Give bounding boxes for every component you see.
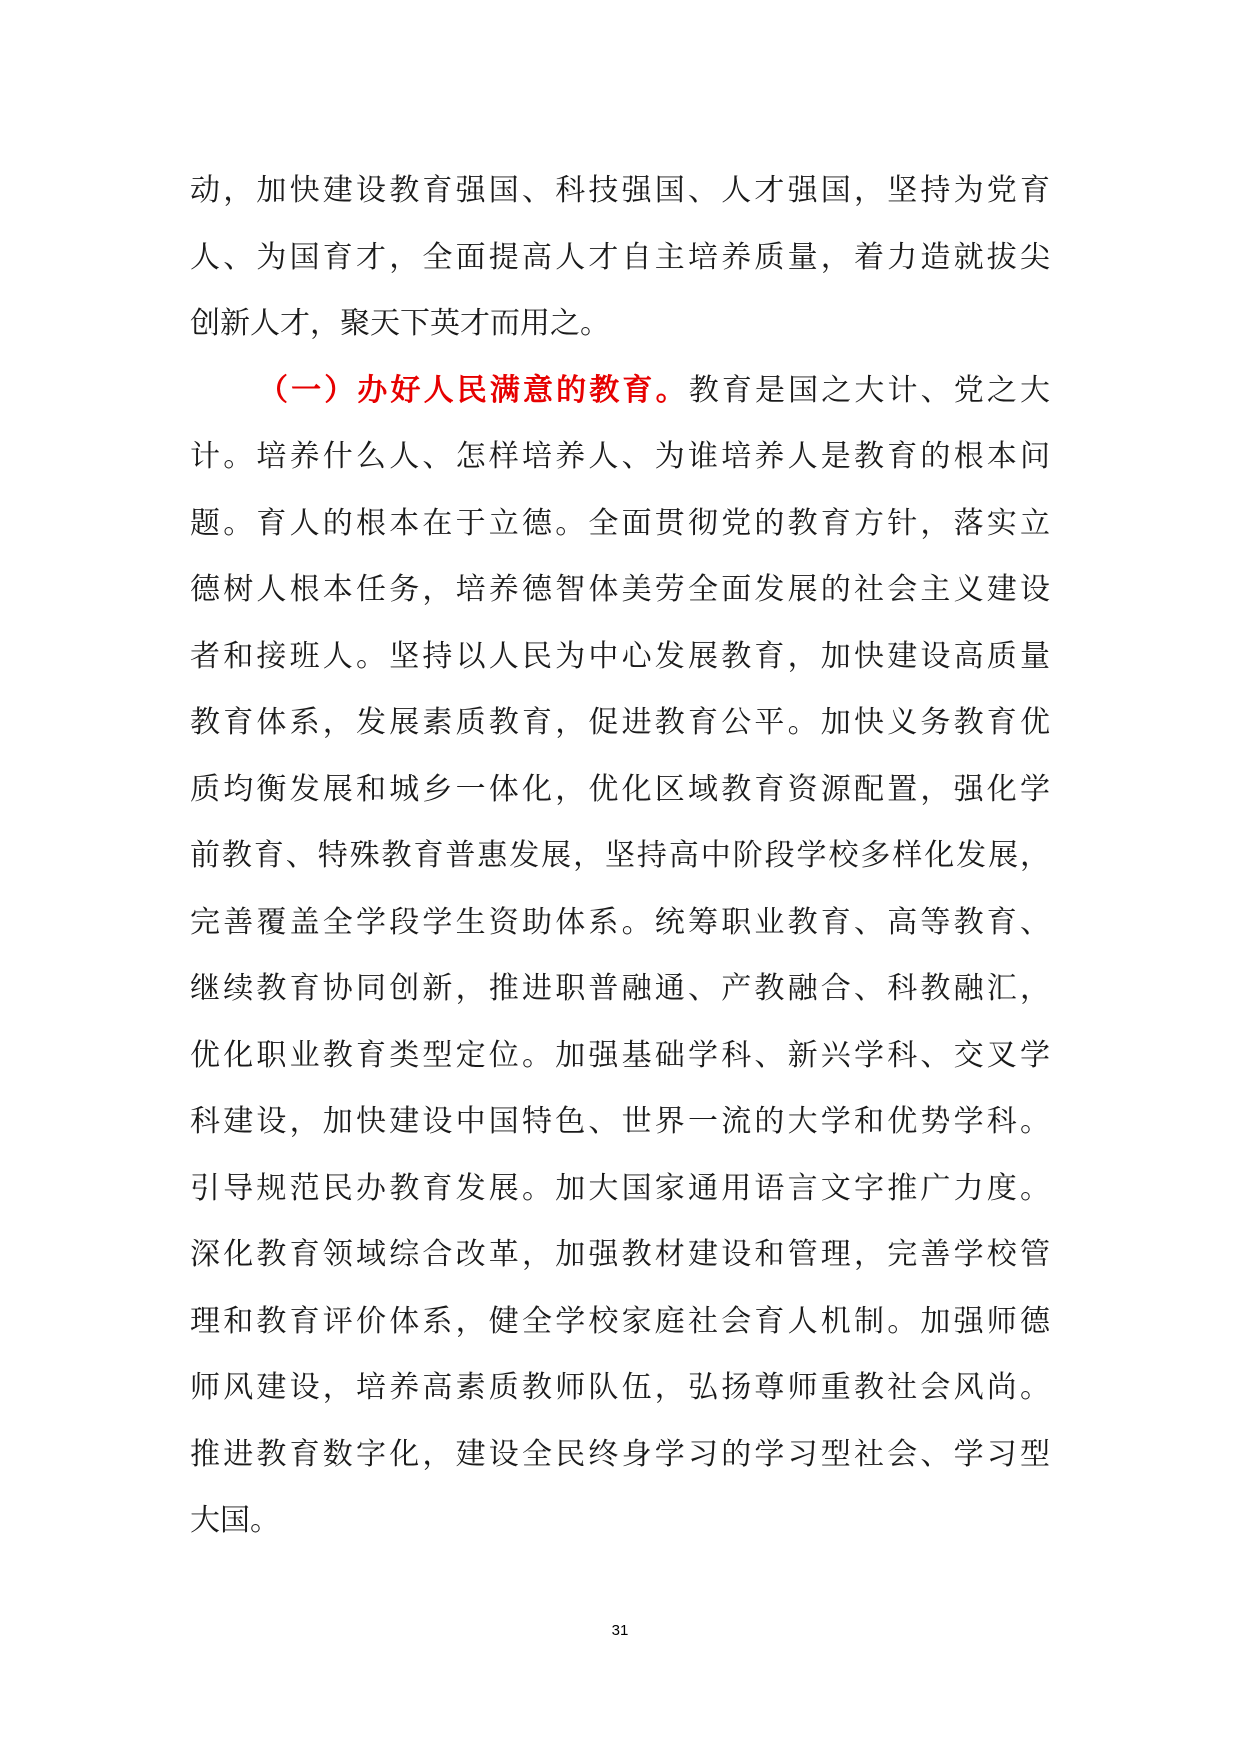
text-line: 动，加快建设教育强国、科技强国、人才强国，坚持为党育 <box>190 173 1050 208</box>
text-line: 人、为国育才，全面提高人才自主培养质量，着力造就拔尖 <box>190 239 1050 275</box>
text-line: 深化教育领域综合改革，加强教材建设和管理，完善学校管 <box>190 1237 1050 1272</box>
text-line: 前教育、特殊教育普惠发展，坚持高中阶段学校多样化发展， <box>190 838 1050 873</box>
body-text <box>190 158 1050 1555</box>
text-line: 优化职业教育类型定位。加强基础学科、新兴学科、交叉学 <box>190 1037 1050 1073</box>
text-line: 德树人根本任务，培养德智体美劳全面发展的社会主义建设 <box>190 572 1050 607</box>
text-line: 者和接班人。坚持以人民为中心发展教育，加快建设高质量 <box>190 638 1050 674</box>
text-line: 推进教育数字化，建设全民终身学习的学习型社会、学习型 <box>190 1436 1050 1472</box>
text-line: 引导规范民办教育发展。加大国家通用语言文字推广力度。 <box>190 1170 1050 1206</box>
text-line: 教育体系，发展素质教育，促进教育公平。加快义务教育优 <box>190 705 1050 740</box>
text-line: 题。育人的根本在于立德。全面贯彻党的教育方针，落实立 <box>190 505 1050 541</box>
text-line: 科建设，加快建设中国特色、世界一流的大学和优势学科。 <box>190 1104 1050 1139</box>
text-line: 理和教育评价体系，健全学校家庭社会育人机制。加强师德 <box>190 1303 1050 1339</box>
text-line: 大国。 <box>190 1503 280 1538</box>
text-line: 创新人才，聚天下英才而用之。 <box>190 306 610 341</box>
text-line: 计。培养什么人、怎样培养人、为谁培养人是教育的根本问 <box>190 439 1050 474</box>
text-line: 质均衡发展和城乡一体化，优化区域教育资源配置，强化学 <box>190 771 1050 807</box>
text-line: 继续教育协同创新，推进职普融通、产教融合、科教融汇， <box>190 971 1050 1006</box>
text-line: 完善覆盖全学段学生资助体系。统筹职业教育、高等教育、 <box>190 904 1050 940</box>
page-number: 31 <box>611 1622 629 1639</box>
section-heading: （一）办好人民满意的教育。 <box>258 372 689 408</box>
section-first-line <box>190 358 1050 425</box>
text-line: 师风建设，培养高素质教师队伍，弘扬尊师重教社会风尚。 <box>190 1370 1050 1405</box>
section-first-line-text: 教育是国之大计、党之大 <box>688 372 1051 408</box>
